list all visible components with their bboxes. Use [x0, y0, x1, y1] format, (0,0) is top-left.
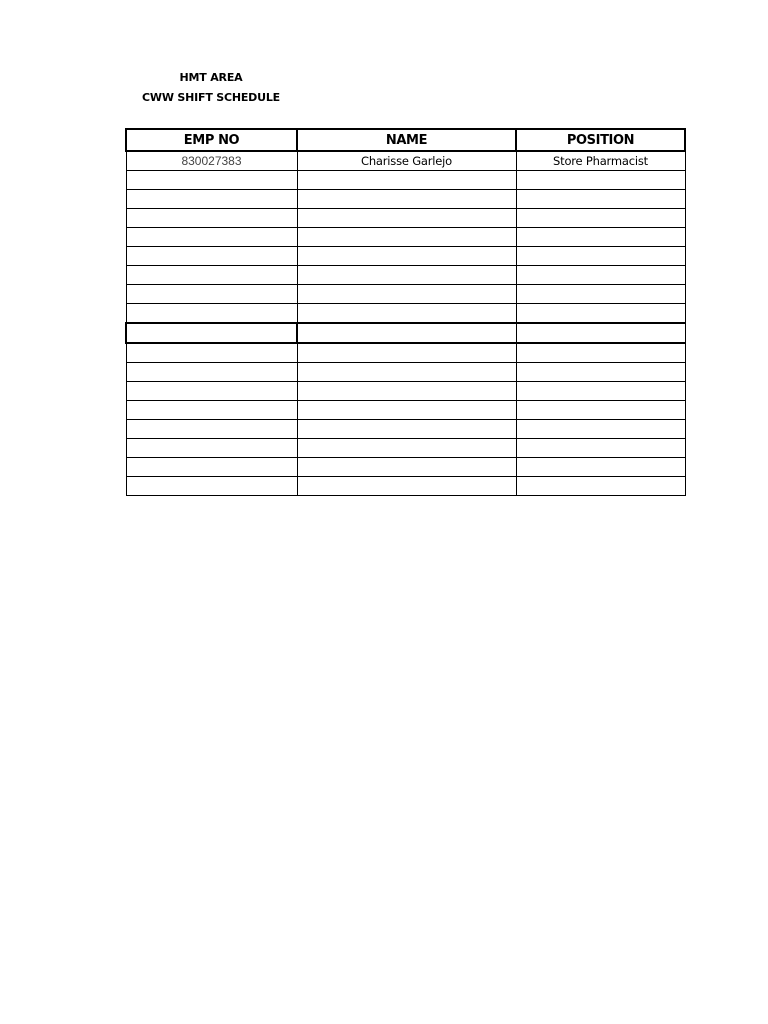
emp-no-cell[interactable] — [126, 209, 297, 228]
table-row — [126, 304, 685, 324]
position-cell[interactable] — [516, 477, 685, 496]
table-row — [126, 266, 685, 285]
table-row — [126, 477, 685, 496]
emp-no-cell[interactable] — [126, 285, 297, 304]
position-cell[interactable] — [516, 247, 685, 266]
position-cell[interactable] — [516, 323, 685, 343]
emp-no-cell[interactable] — [126, 171, 297, 190]
emp-no-cell[interactable] — [126, 343, 297, 363]
position-cell[interactable] — [516, 190, 685, 209]
name-cell[interactable] — [297, 343, 516, 363]
name-cell[interactable] — [297, 228, 516, 247]
emp-no-cell[interactable] — [126, 382, 297, 401]
name-cell[interactable] — [297, 477, 516, 496]
position-cell[interactable] — [516, 420, 685, 439]
table-header-row — [126, 129, 685, 151]
name-cell[interactable] — [297, 304, 516, 324]
shift-schedule-table — [125, 128, 686, 496]
position-cell[interactable] — [516, 171, 685, 190]
name-cell[interactable] — [297, 323, 516, 343]
table-row — [126, 171, 685, 190]
table-row — [126, 458, 685, 477]
table-row — [126, 209, 685, 228]
name-cell[interactable] — [297, 190, 516, 209]
emp-no-cell[interactable] — [126, 323, 297, 343]
column-header-name: NAME — [297, 129, 516, 151]
position-cell[interactable] — [516, 458, 685, 477]
position-cell[interactable] — [516, 382, 685, 401]
name-cell[interactable] — [297, 171, 516, 190]
name-cell[interactable] — [297, 209, 516, 228]
position-cell[interactable] — [516, 363, 685, 382]
position-cell[interactable] — [516, 401, 685, 420]
name-cell[interactable] — [297, 247, 516, 266]
emp-no-cell[interactable] — [126, 420, 297, 439]
table-row — [126, 228, 685, 247]
emp-no-cell[interactable] — [126, 247, 297, 266]
table-row — [126, 190, 685, 209]
column-header-position: POSITION — [516, 129, 685, 151]
name-cell[interactable] — [297, 420, 516, 439]
table-row — [126, 323, 685, 343]
emp-no-cell[interactable] — [126, 304, 297, 324]
name-cell[interactable] — [297, 382, 516, 401]
name-cell[interactable] — [297, 458, 516, 477]
name-cell[interactable] — [297, 285, 516, 304]
name-cell[interactable] — [297, 363, 516, 382]
table-row — [126, 343, 685, 363]
position-cell[interactable] — [516, 343, 685, 363]
table-row — [126, 439, 685, 458]
emp-no-cell[interactable] — [126, 477, 297, 496]
emp-no-cell[interactable]: 830027383 — [126, 151, 297, 171]
name-cell[interactable]: Charisse Garlejo — [297, 151, 516, 171]
emp-no-cell[interactable] — [126, 190, 297, 209]
table-row — [126, 382, 685, 401]
emp-no-cell[interactable] — [126, 266, 297, 285]
schedule-title: CWW SHIFT SCHEDULE — [142, 91, 280, 104]
column-header-emp-no: EMP NO — [126, 129, 297, 151]
area-heading: HMT AREA — [179, 71, 243, 84]
emp-no-cell[interactable] — [126, 439, 297, 458]
name-cell[interactable] — [297, 439, 516, 458]
name-cell[interactable] — [297, 266, 516, 285]
position-cell[interactable] — [516, 439, 685, 458]
table-row — [126, 151, 685, 171]
table-row — [126, 363, 685, 382]
table-row — [126, 247, 685, 266]
emp-no-cell[interactable] — [126, 458, 297, 477]
position-cell[interactable] — [516, 228, 685, 247]
table-row — [126, 285, 685, 304]
position-cell[interactable] — [516, 285, 685, 304]
position-cell[interactable] — [516, 209, 685, 228]
position-cell[interactable]: Store Pharmacist — [516, 151, 685, 171]
emp-no-cell[interactable] — [126, 401, 297, 420]
table-row — [126, 420, 685, 439]
position-cell[interactable] — [516, 304, 685, 324]
position-cell[interactable] — [516, 266, 685, 285]
emp-no-cell[interactable] — [126, 228, 297, 247]
emp-no-cell[interactable] — [126, 363, 297, 382]
name-cell[interactable] — [297, 401, 516, 420]
table-row — [126, 401, 685, 420]
